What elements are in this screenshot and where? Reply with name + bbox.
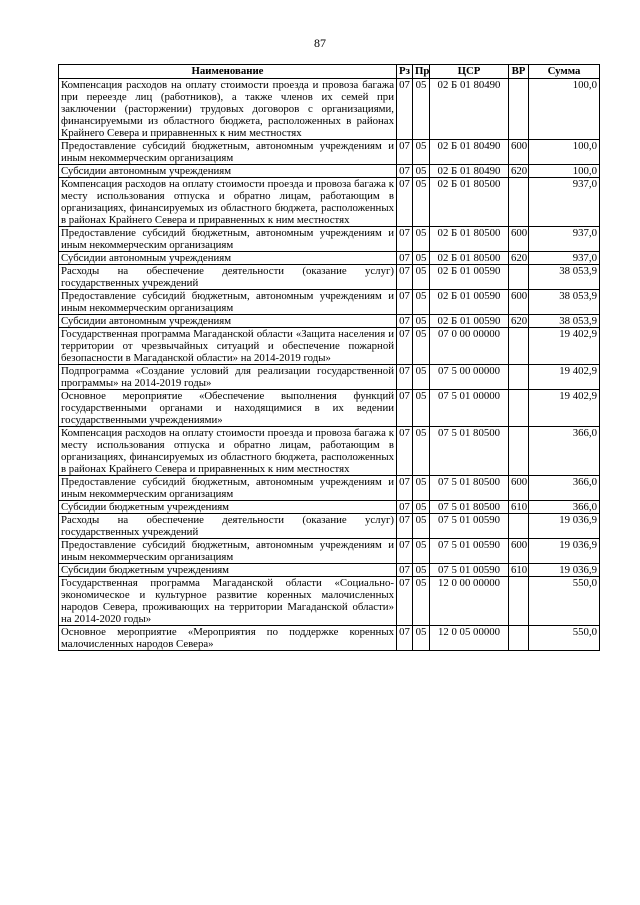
cell-rz: 07 — [397, 178, 413, 227]
table-row — [59, 290, 600, 315]
cell-name: Компенсация расходов на оплату стоимости проезда и провоза багажа к месту использования отпуска и обратно лицам, работающим в организациях, финансируемых из областного бюджета, расположенных в районах Крайнего Севера и приравненных к ним местностях — [59, 427, 397, 476]
header-rz: Рз — [397, 65, 413, 79]
cell-vr: 600 — [509, 476, 529, 501]
table-row — [59, 476, 600, 501]
table-row — [59, 365, 600, 390]
header-csr: ЦСР — [430, 65, 509, 79]
cell-csr: 02 Б 01 80490 — [430, 79, 509, 140]
cell-vr: 620 — [509, 315, 529, 328]
cell-name: Государственная программа Магаданской области «Социально-экономическое и культурное развитие коренных малочисленных народов Севера, проживающих на территории Магаданской области» на 2014-2020 годы» — [59, 577, 397, 626]
cell-name: Основное мероприятие «Обеспечение выполнения функций государственными органами и находящимися в их ведении государственными учреждениями» — [59, 390, 397, 427]
cell-pr: 05 — [413, 79, 430, 140]
cell-pr: 05 — [413, 539, 430, 564]
cell-rz: 07 — [397, 514, 413, 539]
cell-sum: 19 036,9 — [529, 564, 600, 577]
cell-csr: 12 0 00 00000 — [430, 577, 509, 626]
cell-name: Предоставление субсидий бюджетным, автономным учреждениям и иным некоммерческим организациям — [59, 227, 397, 252]
cell-sum: 19 036,9 — [529, 539, 600, 564]
cell-csr: 02 Б 01 80500 — [430, 227, 509, 252]
cell-sum: 19 036,9 — [529, 514, 600, 539]
cell-rz: 07 — [397, 626, 413, 651]
cell-rz: 07 — [397, 501, 413, 514]
cell-vr: 600 — [509, 290, 529, 315]
cell-sum: 100,0 — [529, 165, 600, 178]
header-row — [59, 65, 600, 79]
table-row — [59, 227, 600, 252]
cell-csr: 07 5 01 80500 — [430, 501, 509, 514]
table-row — [59, 140, 600, 165]
cell-vr: 600 — [509, 140, 529, 165]
cell-rz: 07 — [397, 539, 413, 564]
cell-name: Субсидии бюджетным учреждениям — [59, 564, 397, 577]
cell-vr: 620 — [509, 165, 529, 178]
cell-name: Субсидии бюджетным учреждениям — [59, 501, 397, 514]
cell-pr: 05 — [413, 178, 430, 227]
cell-sum: 19 402,9 — [529, 390, 600, 427]
cell-rz: 07 — [397, 476, 413, 501]
cell-sum: 366,0 — [529, 501, 600, 514]
cell-rz: 07 — [397, 290, 413, 315]
cell-name: Основное мероприятие «Мероприятия по поддержке коренных малочисленных народов Севера» — [59, 626, 397, 651]
cell-vr: 610 — [509, 501, 529, 514]
budget-table — [58, 64, 600, 651]
header-sum: Сумма — [529, 65, 600, 79]
cell-csr: 02 Б 01 00590 — [430, 265, 509, 290]
cell-vr — [509, 365, 529, 390]
cell-vr: 600 — [509, 539, 529, 564]
cell-vr — [509, 328, 529, 365]
cell-csr: 02 Б 01 00590 — [430, 315, 509, 328]
cell-rz: 07 — [397, 365, 413, 390]
cell-csr: 02 Б 01 00590 — [430, 290, 509, 315]
cell-pr: 05 — [413, 577, 430, 626]
cell-name: Компенсация расходов на оплату стоимости проезда и провоза багажа при переезде лиц (работников), а также членов их семей при заключении (расторжении) трудовых договоров с организациями, финансируемыми из областного бюджета, расположенных в районах Крайнего Севера и приравненных к ним местностях — [59, 79, 397, 140]
cell-rz: 07 — [397, 265, 413, 290]
cell-sum: 100,0 — [529, 140, 600, 165]
cell-rz: 07 — [397, 227, 413, 252]
cell-pr: 05 — [413, 626, 430, 651]
cell-name: Предоставление субсидий бюджетным, автономным учреждениям и иным некоммерческим организациям — [59, 290, 397, 315]
cell-sum: 38 053,9 — [529, 315, 600, 328]
cell-sum: 937,0 — [529, 178, 600, 227]
table-row — [59, 328, 600, 365]
cell-pr: 05 — [413, 365, 430, 390]
cell-vr — [509, 390, 529, 427]
cell-pr: 05 — [413, 501, 430, 514]
cell-vr — [509, 79, 529, 140]
cell-pr: 05 — [413, 165, 430, 178]
cell-name: Компенсация расходов на оплату стоимости проезда и провоза багажа к месту использования отпуска и обратно лицам, работающим в организациях, финансируемых из областного бюджета, расположенных в районах Крайнего Севера и приравненных к ним местностях — [59, 178, 397, 227]
cell-sum: 366,0 — [529, 476, 600, 501]
cell-vr — [509, 427, 529, 476]
cell-pr: 05 — [413, 427, 430, 476]
cell-csr: 07 5 00 00000 — [430, 365, 509, 390]
table-row — [59, 577, 600, 626]
cell-pr: 05 — [413, 140, 430, 165]
cell-csr: 02 Б 01 80500 — [430, 252, 509, 265]
cell-pr: 05 — [413, 564, 430, 577]
cell-rz: 07 — [397, 390, 413, 427]
cell-vr — [509, 178, 529, 227]
table-body — [59, 79, 600, 651]
cell-vr: 610 — [509, 564, 529, 577]
table-header — [59, 65, 600, 79]
table-row — [59, 539, 600, 564]
cell-sum: 38 053,9 — [529, 290, 600, 315]
cell-name: Расходы на обеспечение деятельности (оказание услуг) государственных учреждений — [59, 265, 397, 290]
cell-csr: 02 Б 01 80490 — [430, 140, 509, 165]
table-row — [59, 315, 600, 328]
table-row — [59, 265, 600, 290]
table-row — [59, 514, 600, 539]
cell-name: Предоставление субсидий бюджетным, автономным учреждениям и иным некоммерческим организациям — [59, 476, 397, 501]
cell-csr: 02 Б 01 80490 — [430, 165, 509, 178]
table-row — [59, 427, 600, 476]
cell-name: Расходы на обеспечение деятельности (оказание услуг) государственных учреждений — [59, 514, 397, 539]
table-row — [59, 564, 600, 577]
cell-name: Предоставление субсидий бюджетным, автономным учреждениям и иным некоммерческим организациям — [59, 539, 397, 564]
cell-sum: 100,0 — [529, 79, 600, 140]
cell-rz: 07 — [397, 427, 413, 476]
cell-vr: 600 — [509, 227, 529, 252]
cell-csr: 02 Б 01 80500 — [430, 178, 509, 227]
cell-sum: 937,0 — [529, 252, 600, 265]
cell-name: Государственная программа Магаданской области «Защита населения и территории от чрезвычайных ситуаций и обеспечение пожарной безопасности в Магаданской области» на 2014-2019 годы» — [59, 328, 397, 365]
cell-rz: 07 — [397, 252, 413, 265]
cell-rz: 07 — [397, 328, 413, 365]
cell-csr: 07 5 01 00590 — [430, 539, 509, 564]
header-vr: ВР — [509, 65, 529, 79]
cell-pr: 05 — [413, 252, 430, 265]
cell-csr: 12 0 05 00000 — [430, 626, 509, 651]
table-row — [59, 165, 600, 178]
cell-csr: 07 5 01 00590 — [430, 514, 509, 539]
cell-sum: 550,0 — [529, 626, 600, 651]
table-row — [59, 252, 600, 265]
cell-rz: 07 — [397, 140, 413, 165]
cell-name: Субсидии автономным учреждениям — [59, 315, 397, 328]
cell-vr — [509, 265, 529, 290]
cell-vr — [509, 577, 529, 626]
cell-csr: 07 5 01 00000 — [430, 390, 509, 427]
cell-name: Субсидии автономным учреждениям — [59, 252, 397, 265]
table-row — [59, 178, 600, 227]
cell-csr: 07 5 01 80500 — [430, 476, 509, 501]
cell-pr: 05 — [413, 476, 430, 501]
cell-name: Подпрограмма «Создание условий для реализации государственной программы» на 2014-2019 годы» — [59, 365, 397, 390]
cell-sum: 550,0 — [529, 577, 600, 626]
table-row — [59, 79, 600, 140]
cell-pr: 05 — [413, 290, 430, 315]
page-number: 87 — [314, 36, 326, 50]
cell-sum: 366,0 — [529, 427, 600, 476]
cell-name: Субсидии автономным учреждениям — [59, 165, 397, 178]
cell-pr: 05 — [413, 328, 430, 365]
cell-name: Предоставление субсидий бюджетным, автономным учреждениям и иным некоммерческим организациям — [59, 140, 397, 165]
header-name: Наименование — [59, 65, 397, 79]
cell-vr — [509, 626, 529, 651]
cell-rz: 07 — [397, 577, 413, 626]
cell-pr: 05 — [413, 315, 430, 328]
cell-sum: 19 402,9 — [529, 365, 600, 390]
cell-sum: 19 402,9 — [529, 328, 600, 365]
cell-pr: 05 — [413, 227, 430, 252]
cell-pr: 05 — [413, 390, 430, 427]
cell-pr: 05 — [413, 514, 430, 539]
table-row — [59, 501, 600, 514]
cell-vr: 620 — [509, 252, 529, 265]
cell-rz: 07 — [397, 165, 413, 178]
cell-sum: 937,0 — [529, 227, 600, 252]
cell-csr: 07 5 01 00590 — [430, 564, 509, 577]
cell-rz: 07 — [397, 564, 413, 577]
cell-pr: 05 — [413, 265, 430, 290]
cell-csr: 07 0 00 00000 — [430, 328, 509, 365]
cell-vr — [509, 514, 529, 539]
table-row — [59, 390, 600, 427]
cell-csr: 07 5 01 80500 — [430, 427, 509, 476]
cell-rz: 07 — [397, 79, 413, 140]
cell-rz: 07 — [397, 315, 413, 328]
cell-sum: 38 053,9 — [529, 265, 600, 290]
table-row — [59, 626, 600, 651]
header-pr: Пр — [413, 65, 430, 79]
